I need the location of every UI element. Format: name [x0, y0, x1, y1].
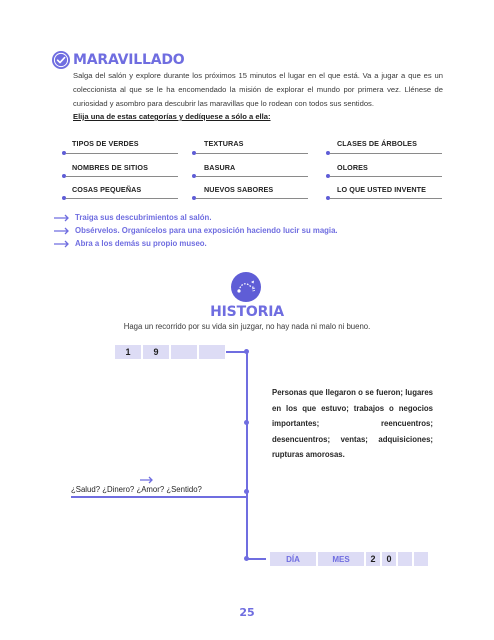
year-digit-box[interactable] — [171, 345, 197, 359]
timeline-axis — [246, 351, 248, 558]
life-questions: ¿Salud? ¿Dinero? ¿Amor? ¿Sentido? — [71, 485, 202, 494]
arrow-right-icon — [54, 227, 70, 235]
end-date-boxes — [270, 552, 428, 566]
end-year-digit-box[interactable]: 0 — [382, 552, 396, 566]
section-title-historia: HISTORIA — [210, 304, 284, 320]
category-underline — [196, 176, 308, 177]
end-year-digit-box[interactable] — [398, 552, 412, 566]
category-cosas-pequenas: COSAS PEQUEÑAS — [72, 185, 142, 194]
section-title-maravillado: MARAVILLADO — [73, 52, 185, 68]
page-number: 25 — [239, 606, 255, 619]
arrow-right-icon — [140, 476, 154, 484]
timeline-node — [244, 489, 249, 494]
historia-badge-icon — [230, 271, 262, 303]
year-digit-box[interactable]: 9 — [143, 345, 169, 359]
month-box[interactable]: MES — [318, 552, 364, 566]
year-digit-box[interactable] — [199, 345, 225, 359]
timeline-node — [244, 420, 249, 425]
category-clases-de-arboles: CLASES DE ÁRBOLES — [337, 139, 417, 148]
step-item — [54, 224, 454, 237]
category-texturas: TEXTURAS — [204, 139, 244, 148]
historia-subtitle: Haga un recorrido por su vida sin juzgar, no hay nada ni malo ni bueno. — [123, 322, 371, 331]
category-underline — [66, 153, 178, 154]
category-underline — [196, 153, 308, 154]
step-text: Traiga sus descubrimientos al salón. — [75, 213, 212, 222]
arrow-right-icon — [54, 214, 70, 222]
day-box[interactable]: DÍA — [270, 552, 316, 566]
instruction-text: Elija una de estas categorías y dedíquese a sólo a ella: — [73, 112, 271, 121]
category-underline — [66, 176, 178, 177]
timeline-end-connector — [246, 558, 266, 560]
step-text: Obsérvelos. Organícelos para una exposición haciendo lucir su magia. — [75, 226, 338, 235]
question-underline — [71, 496, 247, 498]
category-nuevos-sabores: NUEVOS SABORES — [204, 185, 274, 194]
step-item — [54, 237, 454, 250]
year-digit-box[interactable]: 1 — [115, 345, 141, 359]
category-underline — [66, 198, 178, 199]
end-year-digit-box[interactable] — [414, 552, 428, 566]
category-underline — [330, 198, 442, 199]
category-underline — [330, 153, 442, 154]
steps-list — [54, 211, 454, 250]
category-basura: BASURA — [204, 163, 236, 172]
category-lo-que-usted-invente: LO QUE USTED INVENTE — [337, 185, 427, 194]
category-olores: OLORES — [337, 163, 368, 172]
category-tipos-de-verdes: TIPOS DE VERDES — [72, 139, 139, 148]
step-text: Abra a los demás su propio museo. — [75, 239, 207, 248]
arrow-right-icon — [54, 240, 70, 248]
category-underline — [196, 198, 308, 199]
category-nombres-de-sitios: NOMBRES DE SITIOS — [72, 163, 148, 172]
category-underline — [330, 176, 442, 177]
check-badge-icon — [51, 50, 71, 70]
start-year-boxes — [115, 345, 225, 359]
timeline-start-connector — [226, 351, 246, 353]
end-year-digit-box[interactable]: 2 — [366, 552, 380, 566]
events-description: Personas que llegaron o se fueron; lugares en los que estuvo; trabajos o negocios importantes; reencuentros; desencuentros; ventas; adquisiciones; rupturas amorosas. — [272, 388, 433, 459]
step-item — [54, 211, 454, 224]
intro-paragraph: Salga del salón y explore durante los próximos 15 minutos el lugar en el que está. Va a jugar a que es un coleccionista al que se le ha encomendado la misión de explorar el mundo por primera vez. Llénese de curiosidad y asombro para descubrir las maravillas que lo rodean con todos sus sentidos. — [73, 71, 443, 108]
